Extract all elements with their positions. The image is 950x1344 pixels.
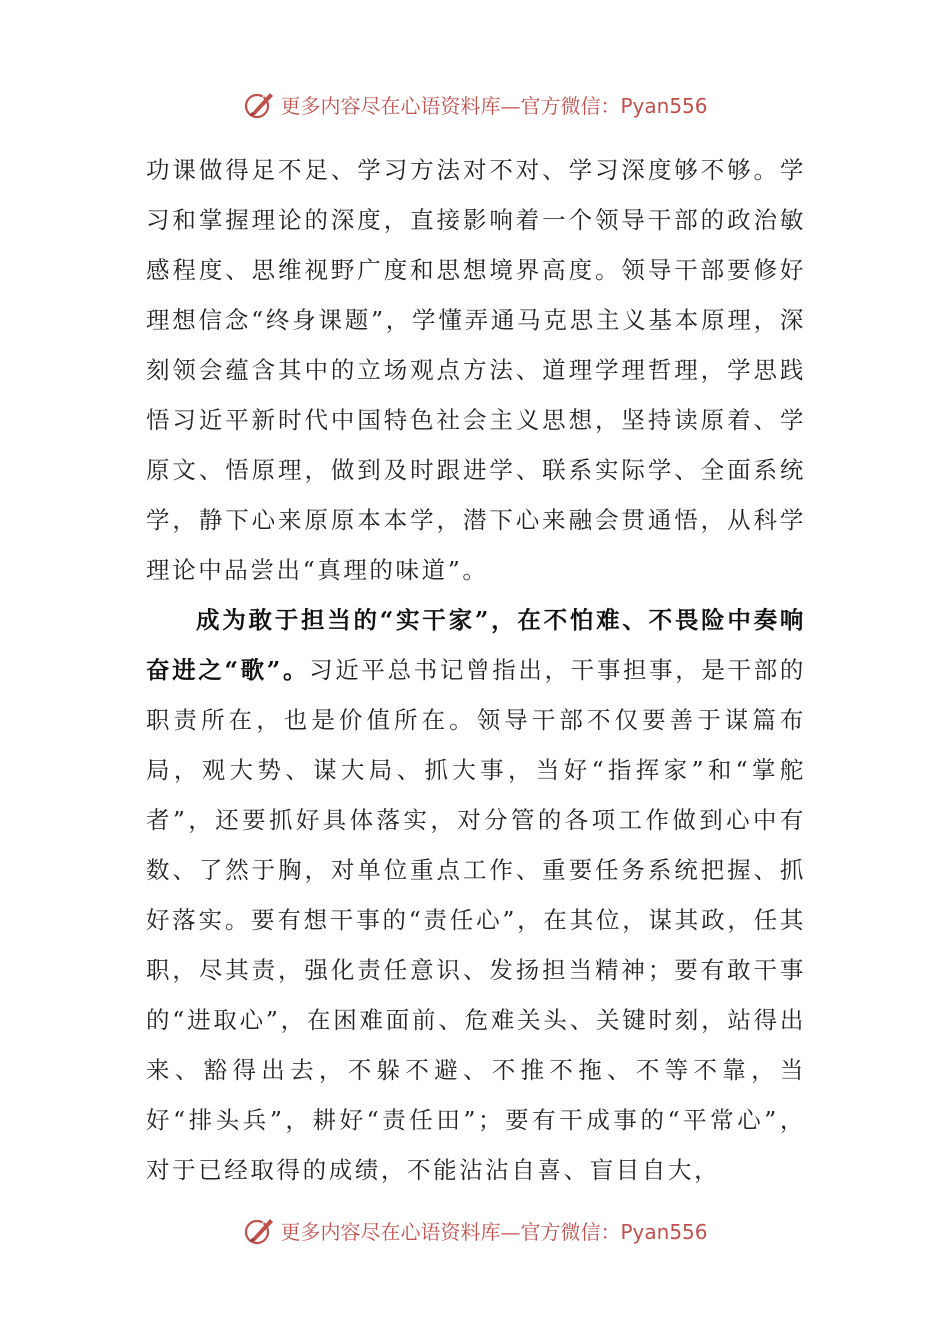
header-banner-text: 更多内容尽在心语资料库—官方微信：Pyan556	[280, 93, 708, 118]
paragraph-2	[146, 595, 806, 1195]
quill-pen-logo-icon	[242, 1213, 276, 1247]
footer-banner-text: 更多内容尽在心语资料库—官方微信：Pyan556	[280, 1219, 708, 1244]
footer-wechat-handle: Pyan556	[620, 1219, 708, 1244]
footer-banner	[0, 1210, 950, 1250]
quill-pen-logo-icon	[242, 87, 276, 121]
paragraph-2-heading: 成为敢于担当的“实干家”，在不怕难、不畏险中奏响奋进之“歌”。	[146, 606, 806, 684]
paragraph-2-body: 习近平总书记曾指出，干事担事，是干部的职责所在，也是价值所在。领导干部不仅要善于谋篇布局，观大势、谋大局、抓大事，当好“指挥家”和“掌舵者”，还要抓好具体落实，对分管的各项工作做到心中有数、了然于胸，对单位重点工作、重要任务系统把握、抓好落实。要有想干事的“责任心”，在其位，谋其政，任其职，尽其责，强化责任意识、发扬担当精神；要有敢干事的“进取心”，在困难面前、危难关头、关键时刻，站得出来、豁得出去，不躲不避、不推不拖、不等不靠，当好“排头兵”，耕好“责任田”；要有干成事的“平常心”，对于已经取得的成绩，不能沾沾自喜、盲目自大，	[146, 656, 807, 1184]
header-wechat-handle: Pyan556	[620, 93, 708, 118]
paragraph-1: 功课做得足不足、学习方法对不对、学习深度够不够。学习和掌握理论的深度，直接影响着一个领导干部的政治敏感程度、思维视野广度和思想境界高度。领导干部要修好理想信念“终身课题”，学懂弄通马克思主义基本原理，深刻领会蕴含其中的立场观点方法、道理学理哲理，学思践悟习近平新时代中国特色社会主义思想，坚持读原着、学原文、悟原理，做到及时跟进学、联系实际学、全面系统学，静下心来原原本本学，潜下心来融会贯通悟，从科学理论中品尝出“真理的味道”。	[146, 156, 806, 584]
header-banner	[0, 84, 950, 124]
document-body	[146, 145, 806, 1195]
